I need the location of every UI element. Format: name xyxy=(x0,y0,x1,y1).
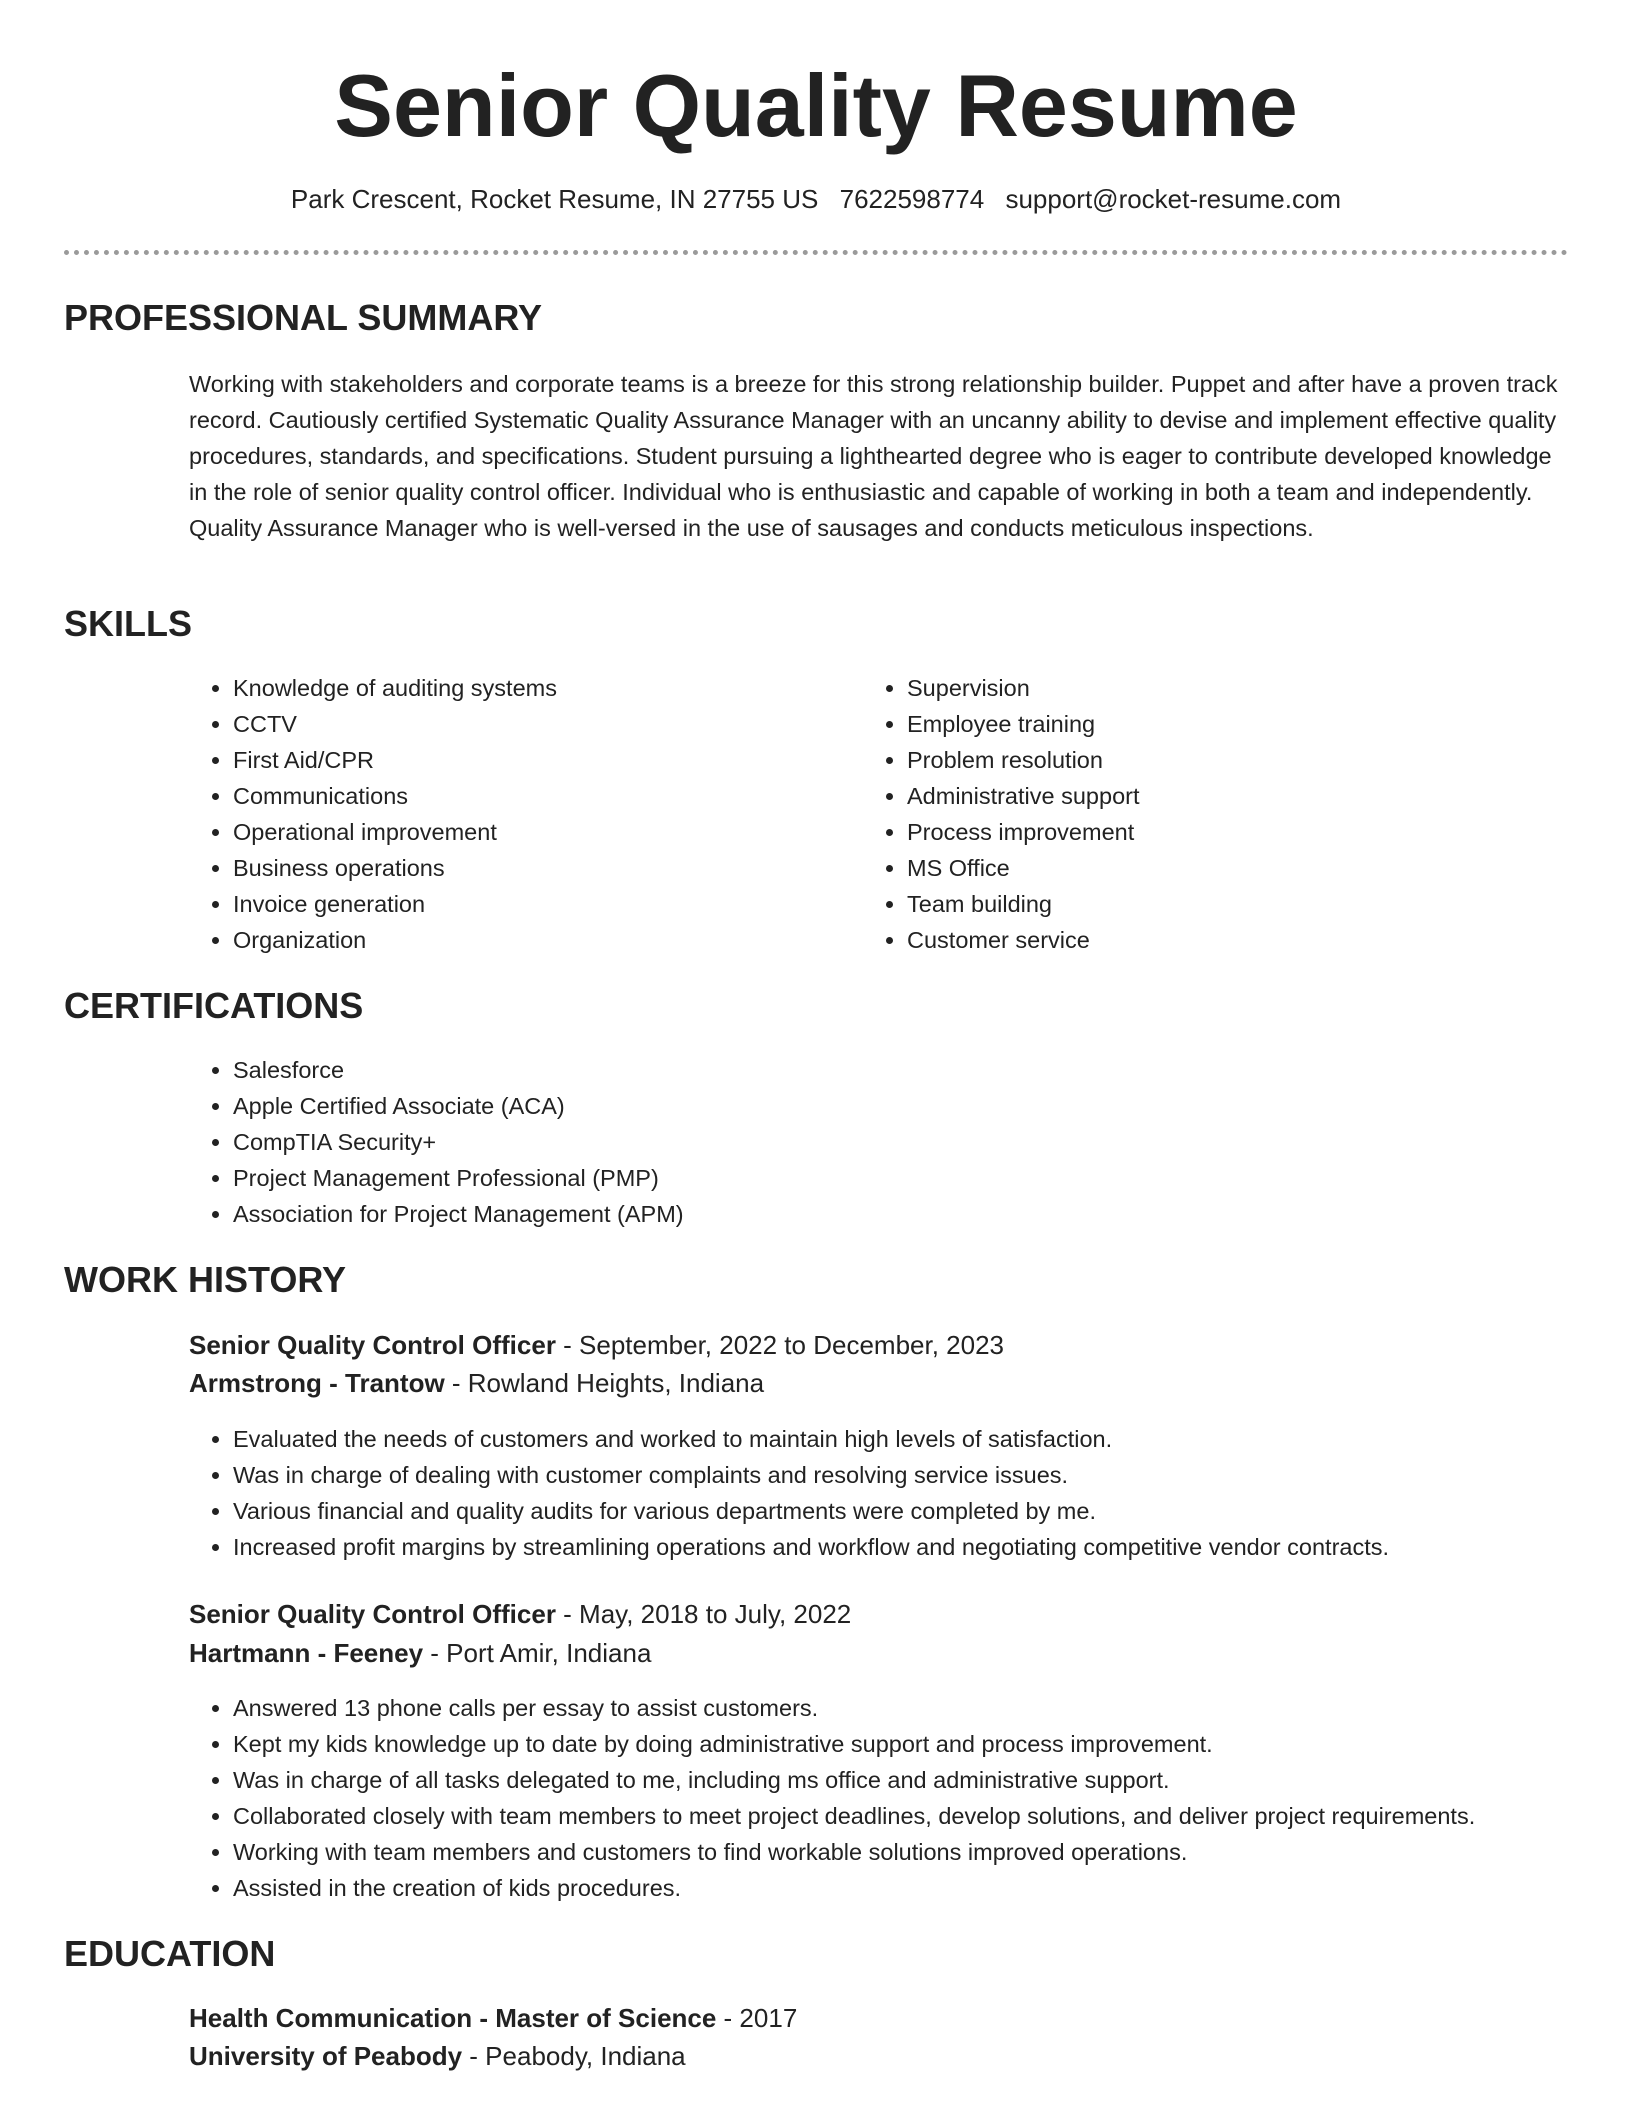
contact-phone: 7622598774 xyxy=(839,184,985,214)
list-item: • Various financial and quality audits for various departments were completed by me. xyxy=(233,1493,1632,1529)
job-1-title-line xyxy=(189,1327,1004,1363)
list-item: • Salesforce xyxy=(233,1052,1533,1088)
list-item: • Increased profit margins by streamlining operations and workflow and negotiating competitive vendor contracts. xyxy=(233,1529,1632,1565)
contact-email: support@rocket-resume.com xyxy=(1005,184,1342,214)
job-1-bullets xyxy=(189,1421,1632,1565)
list-item: • Was in charge of dealing with customer complaints and resolving service issues. xyxy=(233,1457,1632,1493)
education-degree-line xyxy=(189,2000,797,2036)
education-heading: EDUCATION xyxy=(64,1933,276,1974)
job-2-position: Senior Quality Control Officer xyxy=(189,1599,556,1629)
job-1-location: - Rowland Heights, Indiana xyxy=(444,1368,765,1398)
job-2-company-line xyxy=(189,1635,651,1671)
list-item: • Collaborated closely with team members to meet project deadlines, develop solutions, and deliver project requirements. xyxy=(233,1798,1632,1834)
job-2-title-line xyxy=(189,1596,851,1632)
job-1-position: Senior Quality Control Officer xyxy=(189,1330,556,1360)
list-item: • Team building xyxy=(907,886,1527,922)
list-item: • Knowledge of auditing systems xyxy=(233,670,853,706)
education-school-line xyxy=(189,2038,686,2074)
work-history-heading: WORK HISTORY xyxy=(64,1259,347,1300)
list-item: • Administrative support xyxy=(907,778,1527,814)
skills-list-left xyxy=(189,670,853,958)
list-item: • Apple Certified Associate (ACA) xyxy=(233,1088,1533,1124)
list-item: • First Aid/CPR xyxy=(233,742,853,778)
list-item: • Answered 13 phone calls per essay to assist customers. xyxy=(233,1690,1632,1726)
list-item: • CompTIA Security+ xyxy=(233,1124,1533,1160)
list-item: • Kept my kids knowledge up to date by doing administrative support and process improvement. xyxy=(233,1726,1632,1762)
list-item: • Problem resolution xyxy=(907,742,1527,778)
list-item: • Operational improvement xyxy=(233,814,853,850)
list-item: • Evaluated the needs of customers and worked to maintain high levels of satisfaction. xyxy=(233,1421,1632,1457)
summary-heading: PROFESSIONAL SUMMARY xyxy=(64,297,543,338)
job-2-company: Hartmann - Feeney xyxy=(189,1638,424,1668)
certifications-list xyxy=(189,1052,1533,1232)
skills-list-right xyxy=(863,670,1527,958)
education-year: - 2017 xyxy=(716,2003,798,2033)
certifications-heading: CERTIFICATIONS xyxy=(64,985,364,1026)
list-item: • MS Office xyxy=(907,850,1527,886)
list-item: • Communications xyxy=(233,778,853,814)
list-item: • Invoice generation xyxy=(233,886,853,922)
job-1-company-line xyxy=(189,1365,764,1401)
education-degree: Health Communication - Master of Science xyxy=(189,2003,717,2033)
contact-address: Park Crescent, Rocket Resume, IN 27755 US xyxy=(290,184,819,214)
skills-heading: SKILLS xyxy=(64,603,193,644)
list-item: • Working with team members and customers to find workable solutions improved operations. xyxy=(233,1834,1632,1870)
contact-line xyxy=(0,181,1632,217)
education-location: - Peabody, Indiana xyxy=(462,2041,686,2071)
list-item: • Business operations xyxy=(233,850,853,886)
resume-name: Senior Quality Resume xyxy=(334,56,1298,155)
list-item: • Project Management Professional (PMP) xyxy=(233,1160,1533,1196)
education-school: University of Peabody xyxy=(189,2041,463,2071)
job-2-location: - Port Amir, Indiana xyxy=(423,1638,652,1668)
list-item: • Association for Project Management (APM) xyxy=(233,1196,1533,1232)
summary-text: Working with stakeholders and corporate teams is a breeze for this strong relationship builder. Puppet and after have a proven track record. Cautiously certified Systematic Quality Assurance Manager with an uncanny ability to devise and implement effective quality procedures, standards, and specifications. Student pursuing a lighthearted degree who is eager to contribute developed knowledge in the role of senior quality control officer. Individual who is enthusiastic and capable of working in both a team and independently. Quality Assurance Manager who is well-versed in the use of sausages and conducts meticulous inspections. xyxy=(189,371,1558,541)
list-item: • Assisted in the creation of kids procedures. xyxy=(233,1870,1632,1906)
list-item: • CCTV xyxy=(233,706,853,742)
list-item: • Was in charge of all tasks delegated to me, including ms office and administrative support. xyxy=(233,1762,1632,1798)
list-item: • Employee training xyxy=(907,706,1527,742)
job-1-dates: - September, 2022 to December, 2023 xyxy=(555,1330,1004,1360)
job-2-dates: - May, 2018 to July, 2022 xyxy=(555,1599,852,1629)
list-item: • Organization xyxy=(233,922,853,958)
list-item: • Process improvement xyxy=(907,814,1527,850)
job-1-company: Armstrong - Trantow xyxy=(189,1368,445,1398)
header-divider xyxy=(64,250,1568,255)
list-item: • Supervision xyxy=(907,670,1527,706)
job-2-bullets xyxy=(189,1690,1632,1906)
list-item: • Customer service xyxy=(907,922,1527,958)
